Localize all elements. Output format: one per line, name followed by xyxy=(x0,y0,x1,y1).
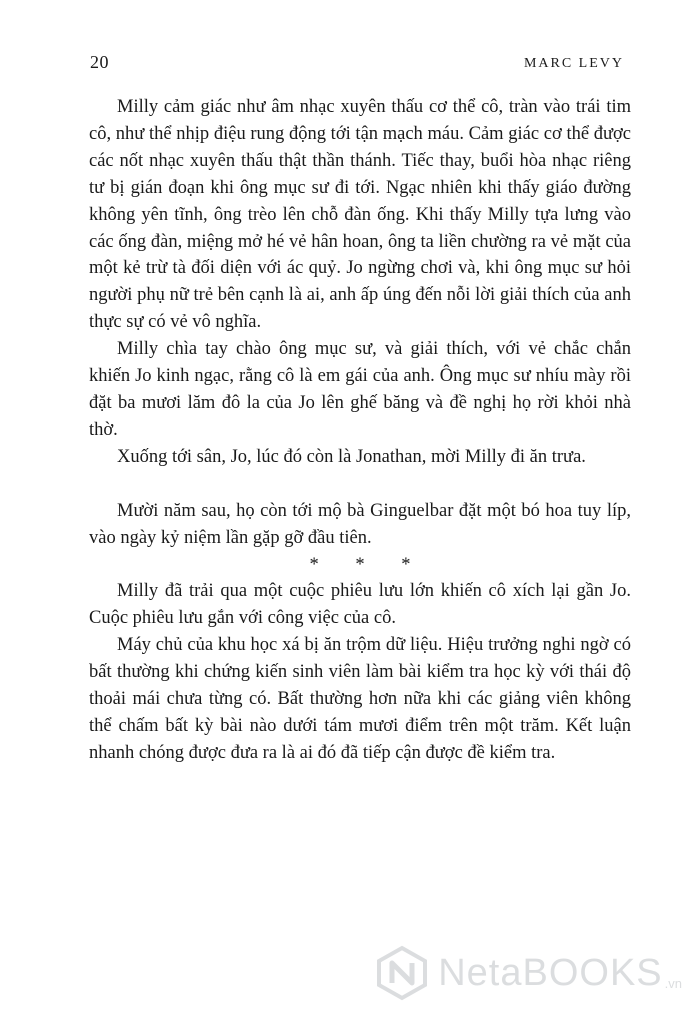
paragraph: Milly chìa tay chào ông mục sư, và giải thích, với vẻ chắc chắn khiến Jo kinh ngạc, rằng cô là em gái của anh. Ông mục sư nhíu mày rồi đặt ba mươi lăm đô la của Jo lên ghế băng và đề nghị họ rời khỏi nhà thờ. xyxy=(89,339,631,440)
paragraph: Milly cảm giác như âm nhạc xuyên thấu cơ thể cô, tràn vào trái tim cô, như thể nhịp điệu rung động tới tận mạch máu. Cảm giác cơ thể được các nốt nhạc xuyên thấu thật thần thánh. Tiếc thay, buổi hòa nhạc riêng tư bị gián đoạn khi ông mục sư đi tới. Ngạc nhiên khi thấy giáo đường không yên tĩnh, ông trèo lên chỗ đàn ống. Khi thấy Milly tựa lưng vào các ống đàn, miệng mở hé vẻ hân hoan, ông ta liền chường ra vẻ mặt của một kẻ trừ tà đối diện với ác quỷ. Jo ngừng chơi và, khi ông mục sư hỏi người phụ nữ trẻ bên cạnh là ai, anh ấp úng đến nỗi lời giải thích của anh thực sự có vẻ vô nghĩa. xyxy=(89,97,631,333)
body-text xyxy=(89,94,631,767)
watermark-suffix: .vn xyxy=(664,976,682,991)
paragraph: Milly đã trải qua một cuộc phiêu lưu lớn khiến cô xích lại gần Jo. Cuộc phiêu lưu gắn với công việc của cô. xyxy=(89,581,631,629)
paragraph: Máy chủ của khu học xá bị ăn trộm dữ liệu. Hiệu trưởng nghi ngờ có bất thường khi chứng kiến sinh viên làm bài kiểm tra học kỳ với thái độ thoải mái chưa từng có. Bất thường hơn nữa khi các giảng viên không thể chấm bất kỳ bài nào dưới tám mươi điểm trên một trăm. Kết luận nhanh chóng được đưa ra là ai đó đã tiếp cận được đề kiểm tra. xyxy=(89,635,631,763)
paragraph: Xuống tới sân, Jo, lúc đó còn là Jonathan, mời Milly đi ăn trưa. xyxy=(117,446,586,467)
paragraph: Mười năm sau, họ còn tới mộ bà Ginguelbar đặt một bó hoa tuy líp, vào ngày kỷ niệm lần gặp gỡ đầu tiên. xyxy=(89,500,631,548)
section-break: * * * xyxy=(309,554,427,575)
watermark xyxy=(374,945,682,1001)
running-head: MARC LEVY xyxy=(523,56,624,71)
page-number: 20 xyxy=(90,52,109,72)
netabooks-logo-icon xyxy=(374,945,430,1001)
watermark-brand: NetaBOOKS xyxy=(438,951,663,994)
